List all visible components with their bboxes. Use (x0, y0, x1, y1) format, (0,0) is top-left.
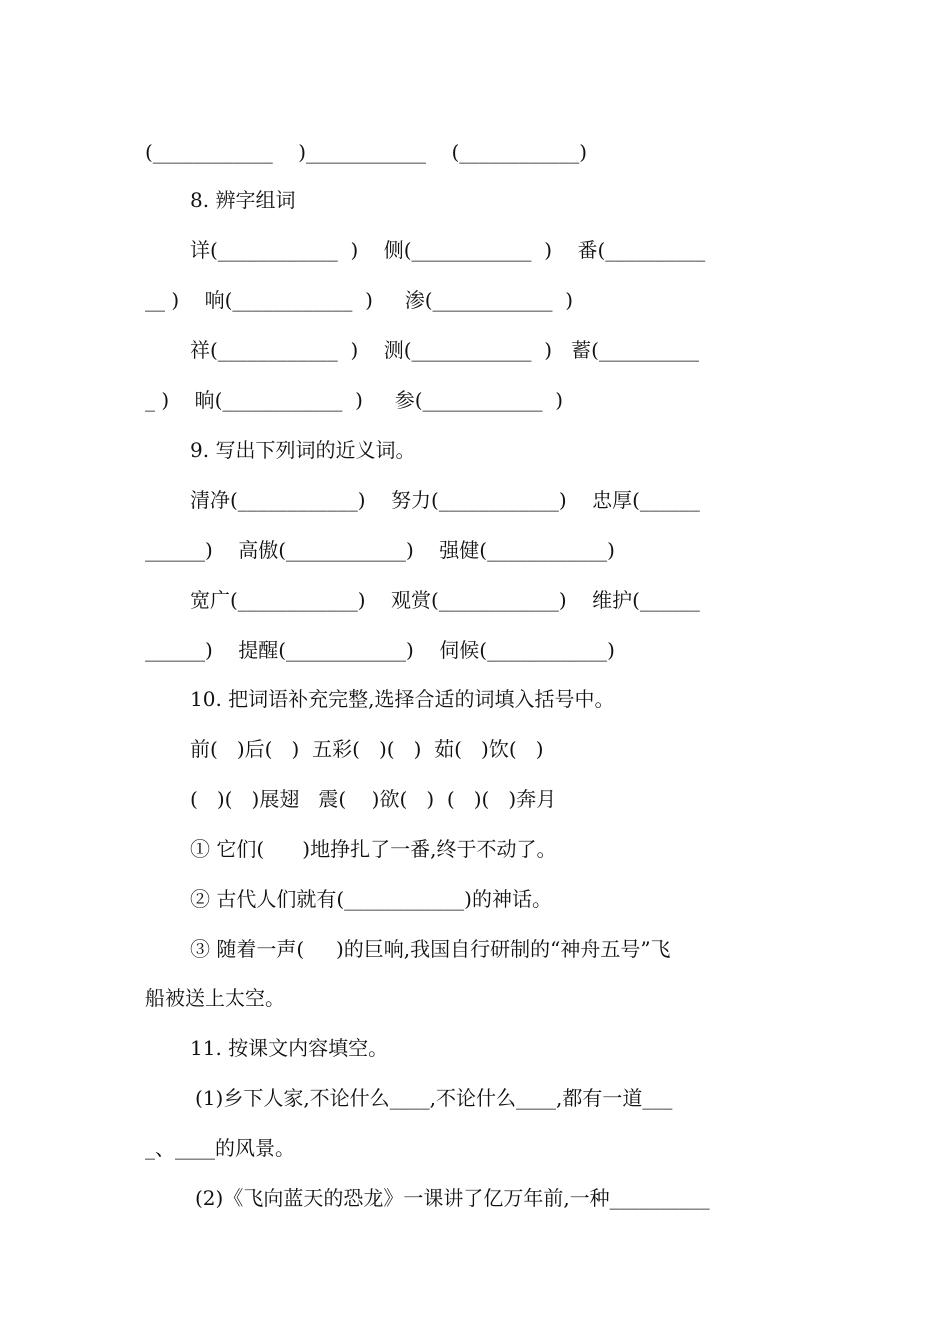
q8-row-2: 祥(____________ ) 测(____________ ) 蓄(__________ (190, 338, 699, 362)
q9-row-1: 清净(____________) 努力(____________) 忠厚(______ (190, 488, 700, 512)
q11-item-2: (2)《飞向蓝天的恐龙》一课讲了亿万年前,一种__________ (195, 1186, 710, 1210)
q10-sentence-1: ① 它们( )地挣扎了一番,终于不动了。 (190, 837, 557, 861)
q8-row-1: 详(____________ ) 侧(____________ ) 番(__________ (190, 238, 706, 262)
q10-idioms-row-1: 前( )后( ) 五彩( )( ) 茹( )饮( ) (190, 737, 544, 761)
q11-item-1-cont: _、____的风景。 (145, 1136, 295, 1160)
q8-row-1-cont: __ ) 响(____________ ) 渗(____________ ) (145, 288, 574, 312)
q11-item-1: (1)乡下人家,不论什么____,不论什么____,都有一道___ (195, 1086, 673, 1110)
q10-sentence-3: ③ 随着一声( )的巨响,我国自行研制的“神舟五号”飞 (190, 937, 671, 961)
blank-row-top: (____________ )____________ (____________) (145, 140, 588, 164)
q10-sentence-2: ② 古代人们就有(____________)的神话。 (190, 887, 552, 911)
q9-row-1-cont: ______) 高傲(____________) 强健(____________) (145, 538, 615, 562)
q10-idioms-row-2: ( )( )展翅 震( )欲( ) ( )( )奔月 (190, 787, 557, 811)
q8-row-2-cont: _ ) 晌(____________ ) 参(____________ ) (145, 388, 564, 412)
heading-q10: 10. 把词语补充完整,选择合适的词填入括号中。 (190, 687, 615, 711)
heading-q11: 11. 按课文内容填空。 (190, 1036, 389, 1060)
q9-row-2-cont: ______) 提醒(____________) 伺候(____________) (145, 638, 615, 662)
heading-q8: 8. 辨字组词 (190, 188, 296, 212)
heading-q9: 9. 写出下列词的近义词。 (190, 438, 416, 462)
q10-sentence-3-cont: 船被送上太空。 (145, 986, 285, 1010)
q9-row-2: 宽广(____________) 观赏(____________) 维护(______ (190, 588, 700, 612)
